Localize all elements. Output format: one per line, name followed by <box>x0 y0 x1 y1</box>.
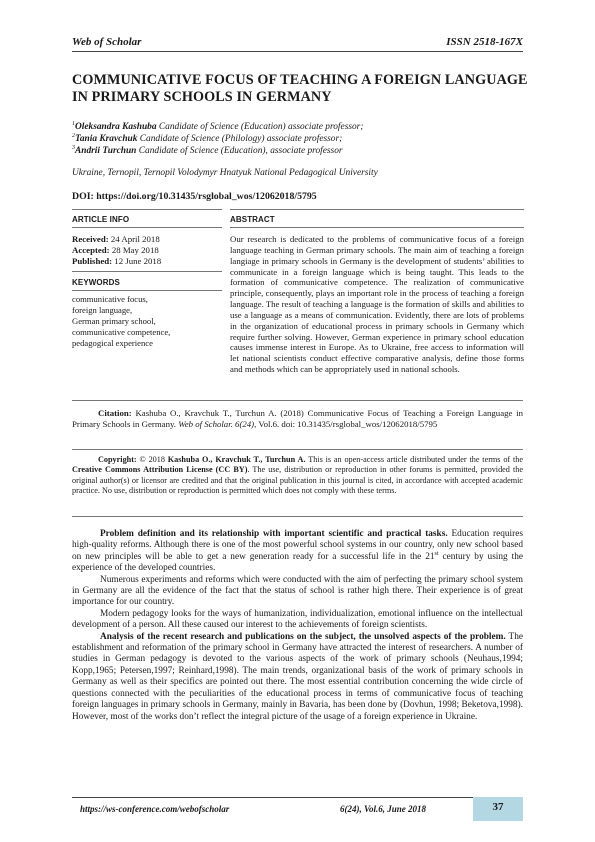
license-link[interactable]: Creative Commons Attribution License (CC BY) <box>72 465 248 475</box>
info-heading-rule <box>72 227 222 228</box>
running-header-issn: ISSN 2518-167X <box>446 36 523 48</box>
doi-link[interactable]: DOI: https://doi.org/10.31435/rsglobal_wos/12062018/5795 <box>72 191 317 202</box>
author-role: Candidate of Science (Education), associate professor <box>138 146 343 156</box>
author-role: Candidate of Science (Philology) associate professor; <box>139 134 343 144</box>
copyright-top-rule <box>72 449 523 450</box>
keyword-item: German primary school, <box>72 316 156 326</box>
keywords-top-rule <box>72 271 222 272</box>
abstract-top-rule <box>230 209 524 210</box>
keyword-item: communicative competence, <box>72 327 171 337</box>
author-line: $^2$Tania Kravchuk Candidate of Science (Philology) associate professor; <box>72 133 343 144</box>
body-text <box>72 529 523 723</box>
abstract-text: Our research is dedicated to the problems of communicative focus of a foreign language teaching in German primary schools. The main aim of teaching a foreign langiage in primary schools in Germany is the development of students’ abilities to communicate in a foreign language which is being taught. This leads to the formation of communicative competence. The realization of communicative principle, consequently, plays an important role in the process of teaching a foreign language. The result of teaching a language is the formation of skills and abilities to use a language as a means of communication. Evidently, there are lots of problems in the organization of educational process in primary schools in Germany which require further solving. However, German experience in primary school education causes immense interest in Europe. As to Ukraine, free access to information will let national scientists conduct effective comparative analysis, define those forms and methods which can be appropriately used in national schools. <box>230 234 524 375</box>
copyright-bottom-rule <box>72 516 523 517</box>
author-name: Andrii Turchun <box>75 146 137 156</box>
body-paragraph: Analysis of the recent research and publications on the subject, the unsolved aspects of the problem. The establishment and reformation of the primary school in Germany have attracted the interest of researchers. A number of studies in German pedagogy is devoted to the various aspects of the work of primary schools (Neuhaus,1994; Kopp,1965; Petersen,1997; Reinhard,1998). The main trends, organizational basis of the work of primary schools in Germany as well as their specifics are pointed out there. The most essential contribution concerning the wide circle of questions connected with the peculiarities of the educational process in terms of communicative focus of teaching foreign languages in primary schools in Germany, mainly in Bavaria, has been done by (Dovhun, 1998; Beketova,1998). However, most of the works don’t reflect the integral picture of the usage of a foreign experience in Ukraine. <box>72 631 523 722</box>
keywords-heading-rule <box>72 290 222 291</box>
keyword-item: pedagogical experience <box>72 338 153 348</box>
footer-divider <box>72 797 523 798</box>
keywords-list <box>72 294 222 349</box>
author-list <box>72 121 532 157</box>
copyright-block: Copyright: © 2018 Kashuba O., Kravchuk T., Turchun A. This is an open-access article distributed under the terms of the Creative Commons Attribution License (CC BY). The use, distribution or reproduction in other forums is permitted, provided the original author(s) or licensor are credited and that the original publication in this journal is cited, in accordance with accepted academic practice. No use, distribution or reproduction is permitted which does not comply with these terms. <box>72 455 523 496</box>
abstract-bottom-rule <box>72 400 523 401</box>
published-date: Published: 12 June 2018 <box>72 256 162 266</box>
article-title: COMMUNICATIVE FOCUS OF TEACHING A FOREIGN LANGUAGE IN PRIMARY SCHOOLS IN GERMANY <box>72 72 528 105</box>
header-divider <box>72 51 523 52</box>
info-top-rule <box>72 209 222 210</box>
keyword-item: foreign language, <box>72 305 133 315</box>
citation-block: Citation: Kashuba O., Kravchuk T., Turchun A. (2018) Communicative Focus of Teaching a Foreign Language in Primary Schools in Germany. Web of Scholar. 6(24), Vol.6. doi: 10.31435/rsglobal_wos/12062018/5795 <box>72 408 523 429</box>
abstract-heading-rule <box>230 227 524 228</box>
author-name: Tania Kravchuk <box>75 134 138 144</box>
running-header-journal: Web of Scholar <box>72 36 142 48</box>
section-heading: Problem definition and its relationship with important scientific and practical tasks. <box>100 529 448 539</box>
section-heading: Analysis of the recent research and publications on the subject, the unsolved aspects of the problem. <box>100 631 506 642</box>
keywords-heading: KEYWORDS <box>72 278 120 287</box>
affiliation: Ukraine, Ternopil, Ternopil Volodymyr Hnatyuk National Pedagogical University <box>72 168 378 178</box>
author-role: Candidate of Science (Education) associate professor; <box>158 122 364 132</box>
author-line: $^1$Oleksandra Kashuba Candidate of Science (Education) associate professor; <box>72 121 364 132</box>
body-paragraph: Problem definition and its relationship with important scientific and practical tasks. Education requires high-quality reforms. Although there is one of the most powerful school systems in our country, only new school based on new principles will be able to get a new generation ready for a successful life in the 21st century by using the experience of the developed countries. <box>72 529 523 574</box>
body-paragraph: Modern pedagogy looks for the ways of humanization, individualization, emotional influence on the intellectual development of a person. All these caused our interest to the achievements of foreign scientists. <box>72 608 523 631</box>
keyword-item: communicative focus, <box>72 294 148 304</box>
author-name: Oleksandra Kashuba <box>75 122 157 132</box>
received-date: Received: 24 April 2018 <box>72 234 160 244</box>
article-info-heading: ARTICLE INFO <box>72 215 130 224</box>
accepted-date: Accepted: 28 May 2018 <box>72 245 159 255</box>
footer-issue: 6(24), Vol.6, June 2018 <box>340 804 427 814</box>
author-line: $^3$Andrii Turchun Candidate of Science (Education), associate professor <box>72 145 343 156</box>
body-paragraph: Numerous experiments and reforms which were conducted with the aim of perfecting the primary school system in Germany are all the evidence of the fact that the status of school is rather high there. Their experience is of great importance for our country. <box>72 574 523 608</box>
footer-journal-url[interactable]: https://ws-conference.com/webofscholar <box>80 804 230 814</box>
page-number: 37 <box>492 801 504 813</box>
abstract-heading: ABSTRACT <box>230 215 275 224</box>
